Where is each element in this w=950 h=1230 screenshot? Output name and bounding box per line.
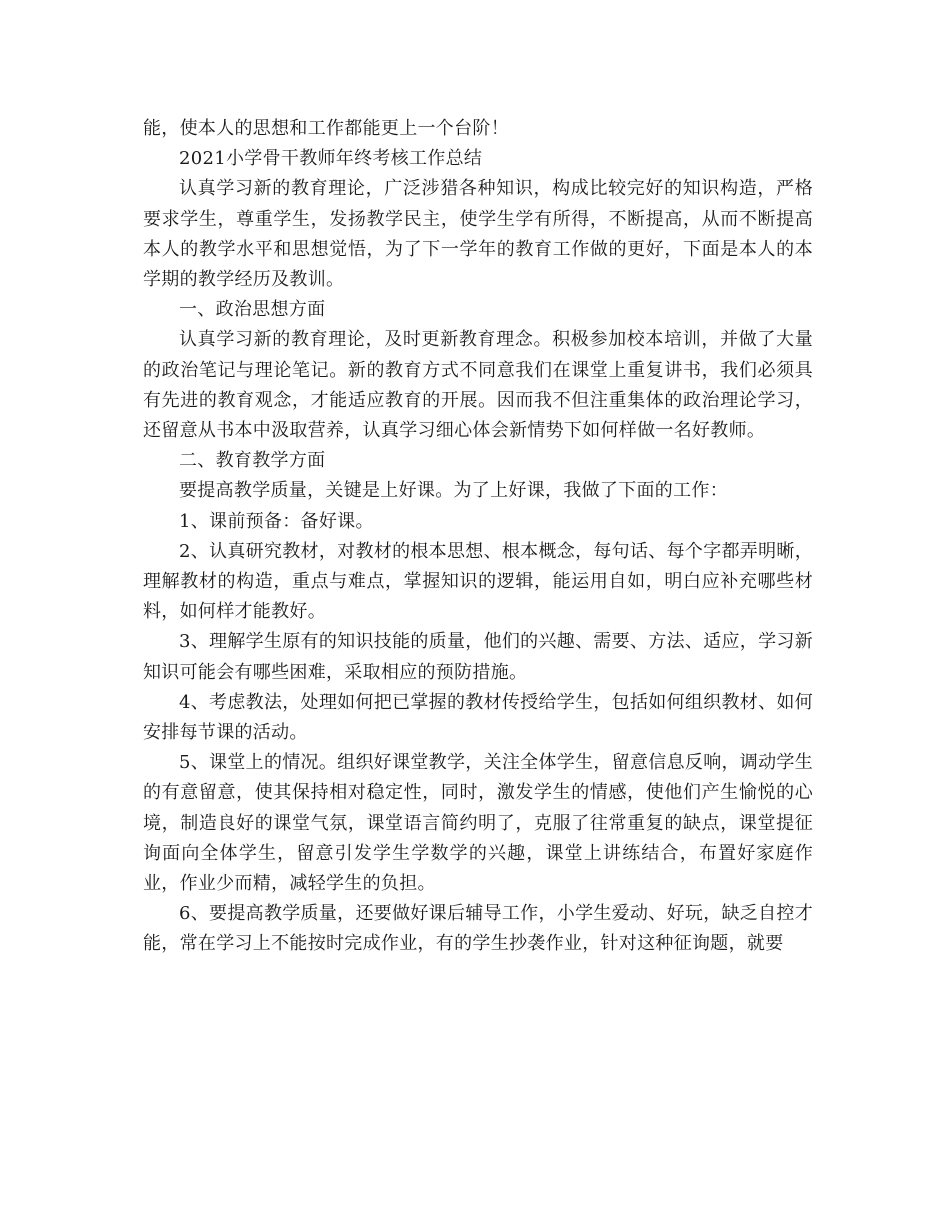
list-item-5: 5、课堂上的情况。组织好课堂教学，关注全体学生，留意信息反响，调动学生的有意留意，使其保持相对稳定性，同时，激发学生的情感，使他们产生愉悦的心境，制造良好的课堂气氛，课堂语言简约明了，克服了往常重复的缺点，课堂提征询面向全体学生，留意引发学生学数学的兴趣，课堂上讲练结合，布置好家庭作业，作业少而精，减轻学生的负担。 bbox=[143, 752, 813, 895]
section-heading-teaching: 二、教育教学方面 bbox=[179, 450, 326, 472]
list-item-1: 1、课前预备：备好课。 bbox=[179, 510, 374, 532]
list-item-2: 2、认真研究教材，对教材的根本思想、根本概念，每句话、每个字都弄明晰，理解教材的构造，重点与难点，掌握知识的逻辑，能运用自如，明白应补充哪些材料，如何样才能教好。 bbox=[143, 540, 813, 623]
paragraph-intro: 认真学习新的教育理论，广泛涉猎各种知识，构成比较完好的知识构造，严格要求学生，尊重学生，发扬教学民主，使学生学有所得，不断提高，从而不断提高本人的教学水平和思想觉悟，为了下一学年的教育工作做的更好，下面是本人的本学期的教学经历及教训。 bbox=[143, 178, 813, 291]
list-item-4: 4、考虑教法，处理如何把已掌握的教材传授给学生，包括如何组织教材、如何安排每节课的活动。 bbox=[143, 691, 813, 744]
document-title: 2021小学骨干教师年终考核工作总结 bbox=[179, 148, 483, 170]
document-page bbox=[143, 114, 813, 960]
list-item-3: 3、理解学生原有的知识技能的质量，他们的兴趣、需要、方法、适应，学习新知识可能会有哪些困难，采取相应的预防措施。 bbox=[143, 631, 813, 683]
paragraph-continuation: 能，使本人的思想和工作都能更上一个台阶！ bbox=[143, 118, 509, 139]
section-heading-politics: 一、政治思想方面 bbox=[179, 299, 326, 321]
paragraph-politics: 认真学习新的教育理论，及时更新教育理念。积极参加校本培训，并做了大量的政治笔记与理论笔记。新的教育方式不同意我们在课堂上重复讲书，我们必须具有先进的教育观念，才能适应教育的开展。因而我不但注重集体的政治理论学习，还留意从书本中汲取营养，认真学习细心体会新情势下如何样做一名好教师。 bbox=[143, 329, 813, 442]
paragraph-teaching-intro: 要提高教学质量，关键是上好课。为了上好课，我做了下面的工作： bbox=[179, 480, 728, 502]
list-item-6: 6、要提高教学质量，还要做好课后辅导工作，小学生爱动、好玩，缺乏自控才能，常在学习上不能按时完成作业，有的学生抄袭作业，针对这种征询题，就要 bbox=[143, 903, 813, 955]
